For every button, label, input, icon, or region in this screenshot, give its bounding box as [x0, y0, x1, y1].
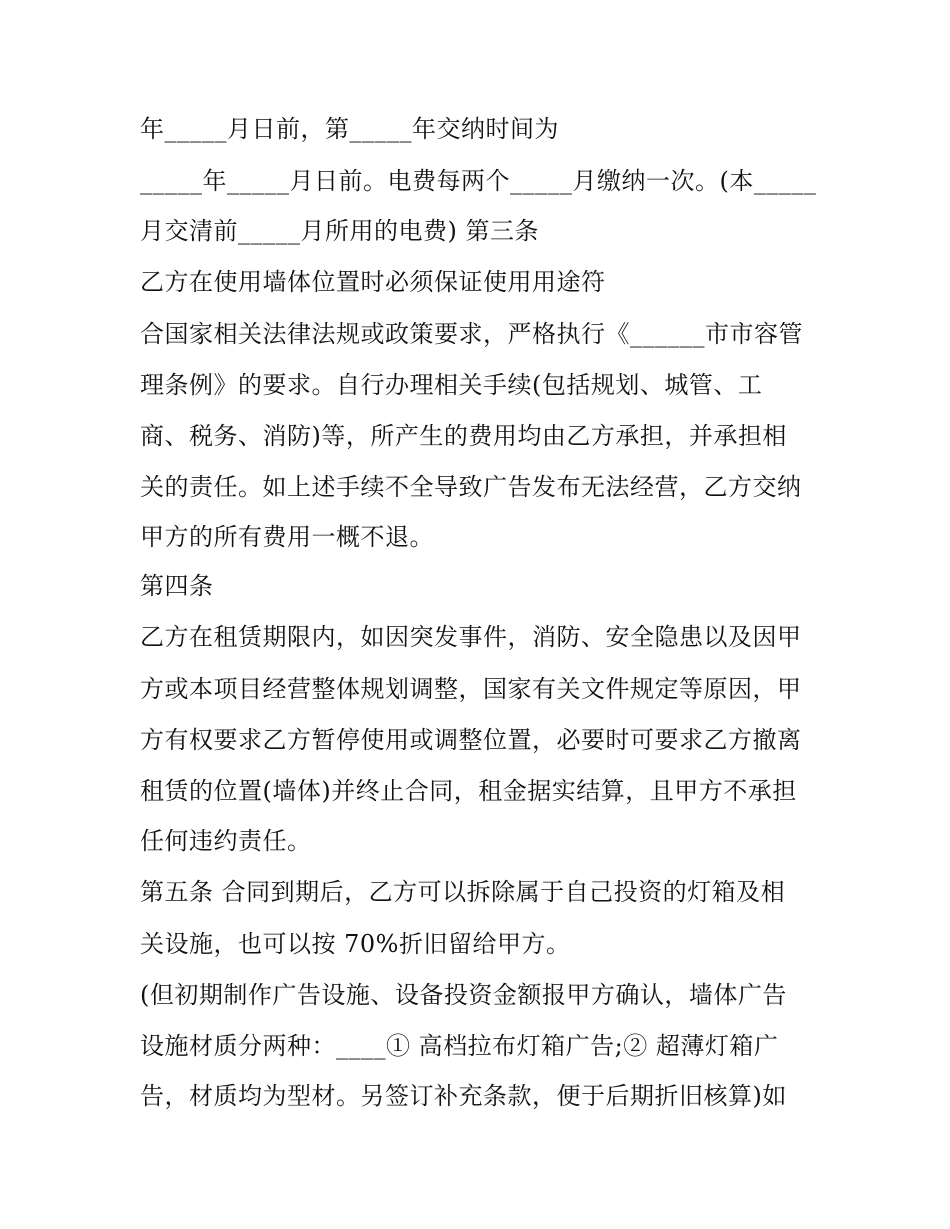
text-line: 设施材质分两种：____① 高档拉布灯箱广告;② 超薄灯箱广 — [140, 1032, 779, 1060]
text-line: 方有权要求乙方暂停使用或调整位置，必要时可要求乙方撤离 — [140, 726, 802, 754]
text-line: 任何违约责任。 — [140, 827, 312, 855]
text-line: 乙方在使用墙体位置时必须保证使用用途符 — [140, 268, 606, 296]
text-line: 月交清前_____月所用的电费) 第三条 — [140, 217, 539, 245]
text-line: 商、税务、消防)等，所产生的费用均由乙方承担，并承担相 — [140, 422, 787, 450]
text-line: 合国家相关法律法规或政策要求，严格执行《______市市容管 — [140, 320, 803, 348]
text-line: 租赁的位置(墙体)并终止合同，租金据实结算，且甲方不承担 — [140, 777, 797, 805]
text-line: 甲方的所有费用一概不退。 — [140, 523, 434, 551]
text-line: 关的责任。如上述手续不全导致广告发布无法经营，乙方交纳 — [140, 473, 802, 501]
text-line: 乙方在租赁期限内，如因突发事件，消防、安全隐患以及因甲 — [140, 623, 802, 651]
text-line: 年_____月日前，第_____年交纳时间为 — [140, 115, 559, 143]
text-line: 关设施，也可以按 70%折旧留给甲方。 — [140, 930, 571, 958]
section-heading: 第四条 — [140, 572, 214, 600]
text-line: 第五条 合同到期后，乙方可以拆除属于自己投资的灯箱及相 — [140, 878, 786, 906]
text-line: _____年_____月日前。电费每两个_____月缴纳一次。(本_____ — [140, 167, 817, 195]
text-line: 理条例》的要求。自行办理相关手续(包括规划、城管、工 — [140, 371, 763, 399]
text-line: (但初期制作广告设施、设备投资金额报甲方确认，墙体广告 — [140, 981, 787, 1009]
text-line: 告，材质均为型材。另签订补充条款，便于后期折旧核算)如 — [140, 1082, 787, 1110]
text-line: 方或本项目经营整体规划调整，国家有关文件规定等原因，甲 — [140, 675, 802, 703]
